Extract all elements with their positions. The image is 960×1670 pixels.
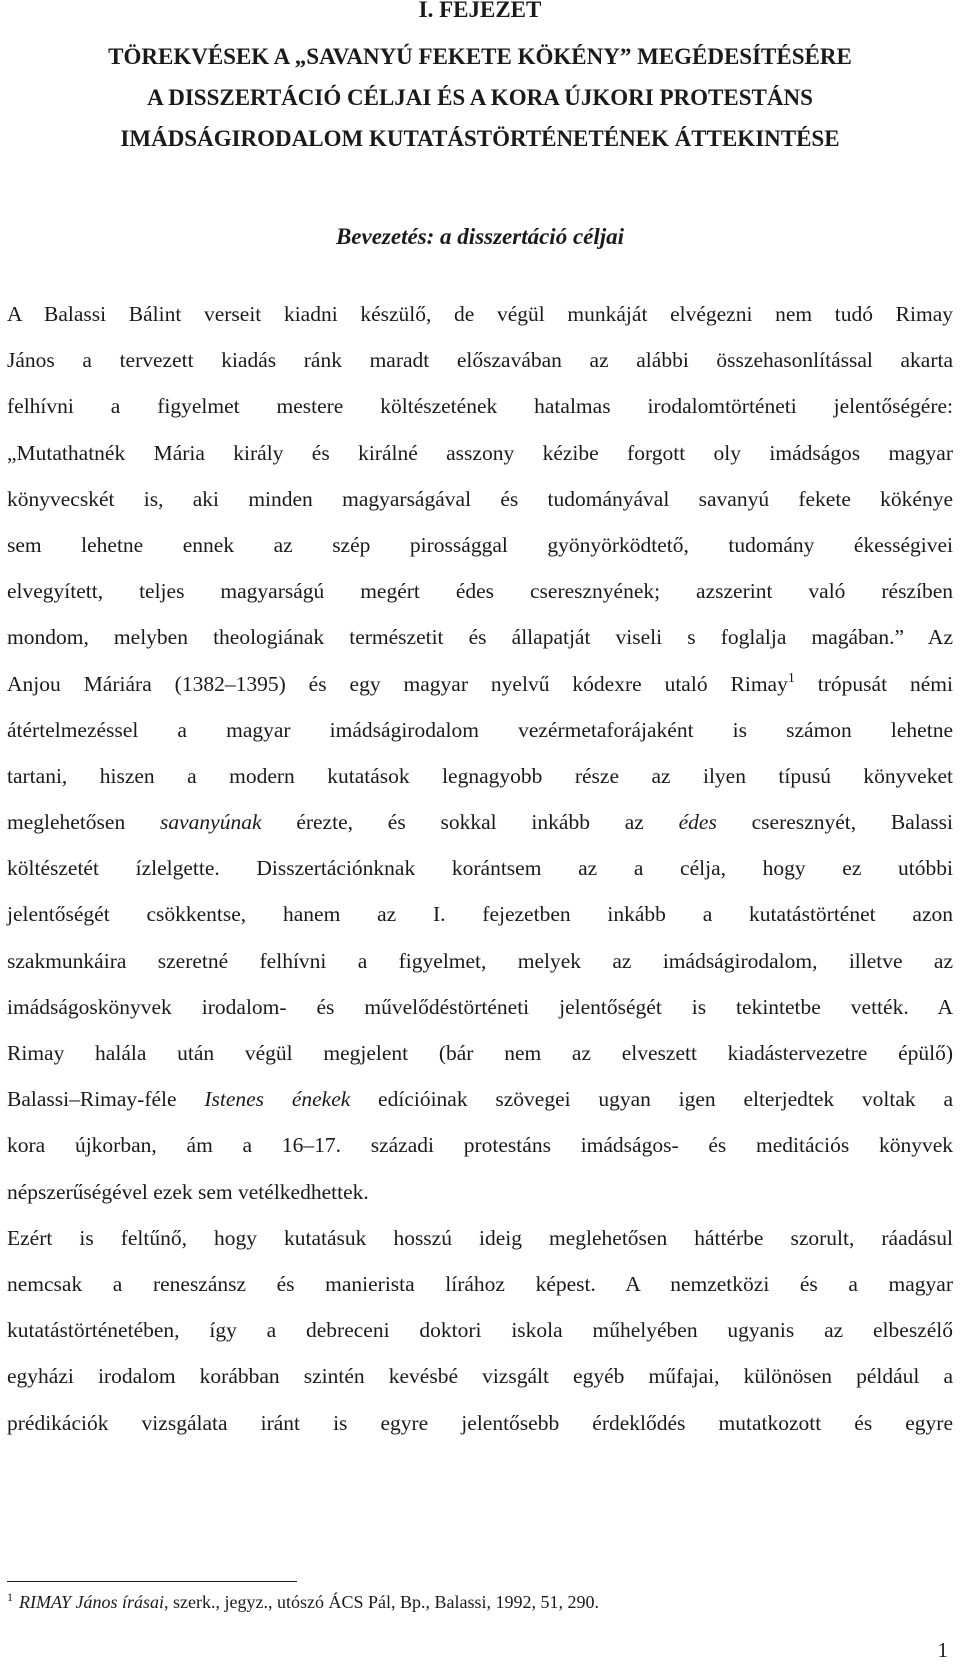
text-segment: Balassi–Rimay-féle	[7, 1087, 205, 1112]
footnote	[7, 1588, 599, 1616]
page-number: 1	[937, 1638, 948, 1662]
text-line: prédikációk vizsgálata iránt is egyre jelentősebb érdeklődés mutatkozott és egyre	[7, 1410, 953, 1435]
text-line: nemcsak a reneszánsz és manierista lírához képest. A nemzetközi és a magyar	[7, 1271, 953, 1296]
text-line: tartani, hiszen a modern kutatások legnagyobb része az ilyen típusú könyveket	[7, 763, 953, 788]
chapter-title-line: IMÁDSÁGIRODALOM KUTATÁSTÖRTÉNETÉNEK ÁTTEKINTÉSE	[120, 126, 840, 151]
text-line: jelentőségét csökkentse, hanem az I. fejezetben inkább a kutatástörténet azon	[7, 902, 953, 927]
text-line: elvegyített, teljes magyarságú megért édes cseresznyének; azszerint való részíben	[7, 579, 953, 604]
text-line: kora újkorban, ám a 16–17. századi protestáns imádságos- és meditációs könyvek	[7, 1133, 953, 1158]
text-line: imádságoskönyvek irodalom- és művelődéstörténeti jelentőségét is tekintetbe vették. A	[7, 994, 953, 1019]
footnote-divider	[7, 1581, 297, 1582]
text-line: Rimay halála után végül megjelent (bár nem az elveszett kiadástervezetre épülő)	[7, 1041, 953, 1065]
text-line: költészetét ízlelgette. Disszertációnknak korántsem az a célja, hogy ez utóbbi	[7, 856, 953, 881]
footnote-italic: RIMAY János írásai	[19, 1592, 165, 1612]
text-segment: Anjou Máriára (1382–1395) és egy magyar nyelvű kódexre utaló Rimay	[7, 671, 788, 696]
chapter-title	[0, 36, 960, 159]
text-line	[7, 661, 953, 707]
text-line: felhívni a figyelmet mestere költészetének hatalmas irodalomtörténeti jelentőségére:	[7, 394, 953, 419]
text-line: könyvecskét is, aki minden magyarságával és tudományával savanyú fekete kökénye	[7, 486, 953, 511]
paragraph-last-line: népszerűségével ezek sem vetélkedhettek.	[7, 1179, 369, 1204]
body-text	[7, 291, 953, 1446]
text-line: egyházi irodalom korábban szintén kevésbé vizsgált egyéb műfajai, különösen például a	[7, 1364, 953, 1389]
italic-term: édes	[678, 810, 717, 835]
text-segment: cseresznyét, Balassi	[716, 810, 954, 835]
text-line: szakmunkáira szeretné felhívni a figyelmet, melyek az imádságirodalom, illetve az	[7, 948, 953, 973]
text-line	[7, 1076, 953, 1122]
text-line	[7, 799, 953, 845]
text-line: „Mutathatnék Mária király és királné asszony kézibe forgott oly imádságos magyar	[7, 440, 953, 465]
footnote-text: , szerk., jegyz., utószó ÁCS Pál, Bp., Balassi, 1992, 51, 290.	[164, 1592, 599, 1612]
footnote-reference[interactable]: 1	[787, 670, 795, 686]
section-heading: Bevezetés: a disszertáció céljai	[335, 224, 625, 249]
text-segment: meglehetősen	[7, 810, 161, 835]
text-segment: trópusát némi	[794, 671, 954, 696]
chapter-title-line: TÖREKVÉSEK A „SAVANYÚ FEKETE KÖKÉNY” MEGÉDESÍTÉSÉRE	[108, 44, 852, 69]
text-line: János a tervezett kiadás ránk maradt előszavában az alábbi összehasonlítással akarta	[7, 348, 953, 373]
italic-term: savanyúnak	[160, 810, 262, 835]
text-line: A Balassi Bálint verseit kiadni készülő, de végül munkáját elvégezni nem tudó Rimay	[7, 302, 953, 326]
chapter-title-line: A DISSZERTÁCIÓ CÉLJAI ÉS A KORA ÚJKORI PROTESTÁNS	[147, 85, 813, 110]
italic-title: Istenes énekek	[204, 1087, 351, 1112]
text-line: átértelmezéssel a magyar imádságirodalom vezérmetaforájaként is számon lehetne	[7, 717, 953, 742]
text-line: mondom, melyben theologiának természetit és állapatját viseli s foglalja magában.” Az	[7, 625, 953, 650]
text-segment: érezte, és sokkal inkább az	[261, 810, 679, 835]
text-line: kutatástörténetében, így a debreceni doktori iskola műhelyében ugyanis az elbeszélő	[7, 1318, 953, 1343]
chapter-number: I. FEJEZET	[418, 0, 542, 22]
text-segment: edícióinak szövegei ugyan igen elterjedtek voltak a	[350, 1087, 953, 1112]
text-line: Ezért is feltűnő, hogy kutatásuk hosszú ideig meglehetősen háttérbe szorult, ráadásul	[7, 1225, 953, 1250]
text-line: sem lehetne ennek az szép pirossággal gyönyörködtető, tudomány ékességivei	[7, 532, 953, 557]
footnote-number: 1	[7, 1590, 13, 1604]
